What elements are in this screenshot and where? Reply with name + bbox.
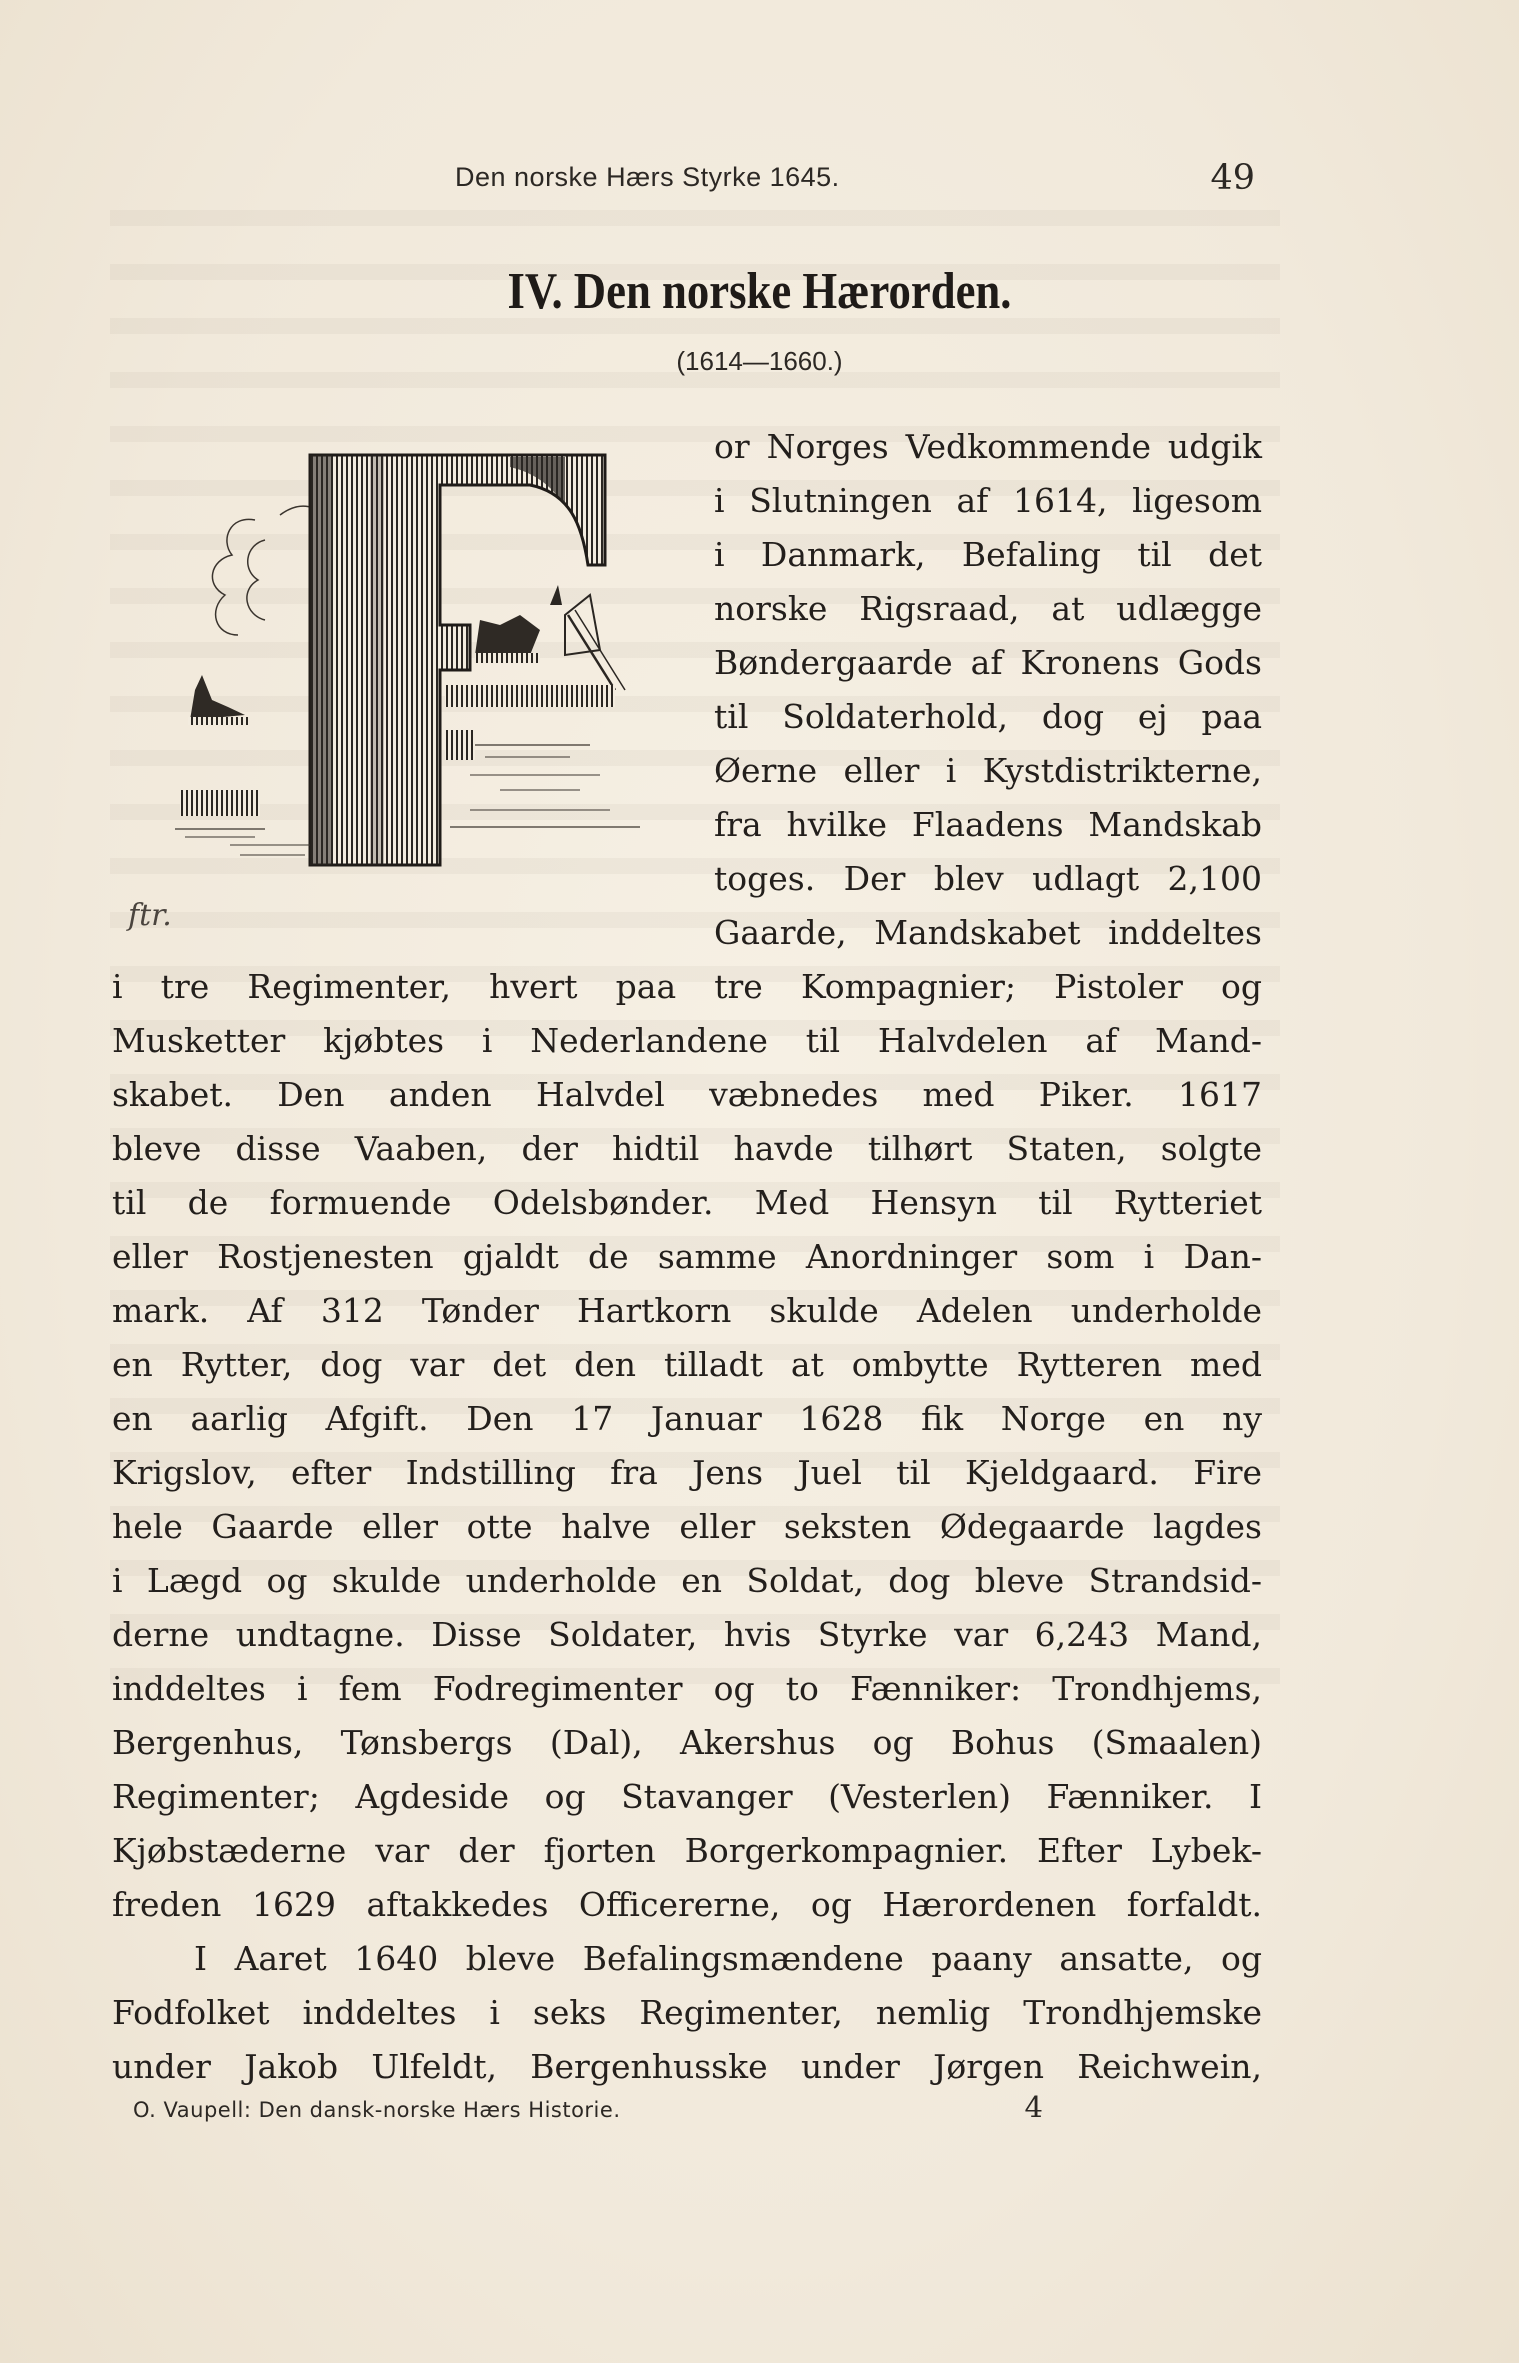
text-line: til de formuende Odelsbønder. Med Hensyn til Rytteriet xyxy=(112,1183,1262,1222)
running-header xyxy=(455,158,1255,202)
page-number: 49 xyxy=(1210,158,1255,198)
footer xyxy=(133,2090,1043,2130)
text-line: Bergenhus, Tønsbergs (Dal), Akershus og Bohus (Smaalen) xyxy=(112,1723,1262,1762)
text-line: til Soldaterhold, dog ej paa xyxy=(714,697,1262,736)
text-line: freden 1629 aftakkedes Officererne, og Hærordenen forfaldt. xyxy=(112,1885,1262,1924)
margin-pencil-note: ftr. xyxy=(128,898,172,933)
chapter-years: (1614—1660.) xyxy=(676,346,843,376)
signature-mark: 4 xyxy=(1024,2090,1043,2124)
text-line: derne undtagne. Disse Soldater, hvis Styrke var 6,243 Mand, xyxy=(112,1615,1262,1654)
text-line: i Lægd og skulde underholde en Soldat, dog bleve Strandsid- xyxy=(112,1561,1262,1600)
text-line: norske Rigsraad, at udlægge xyxy=(714,589,1262,628)
text-line: toges. Der blev udlagt 2,100 xyxy=(714,859,1262,898)
text-line: i Danmark, Befaling til det xyxy=(714,535,1262,574)
footer-source: O. Vaupell: Den dansk-norske Hærs Historie. xyxy=(133,2098,621,2122)
running-title: Den norske Hærs Styrke 1645. xyxy=(455,162,840,192)
text-line: or Norges Vedkommende udgik xyxy=(714,427,1262,466)
text-line: skabet. Den anden Halvdel væbnedes med Piker. 1617 xyxy=(112,1075,1262,1114)
text-line: mark. Af 312 Tønder Hartkorn skulde Adelen underholde xyxy=(112,1291,1262,1330)
text-line: Krigslov, efter Indstilling fra Jens Juel til Kjeldgaard. Fire xyxy=(112,1453,1262,1492)
text-line: Gaarde, Mandskabet inddeltes xyxy=(714,913,1262,952)
decorative-initial-f-icon xyxy=(170,445,690,885)
text-line: i Slutningen af 1614, ligesom xyxy=(714,481,1262,520)
chapter-title: IV. Den norske Hærorden. xyxy=(507,263,1012,320)
text-line: Øerne eller i Kystdistrikterne, xyxy=(714,751,1262,790)
text-line: inddeltes i fem Fodregimenter og to Fænniker: Trondhjems, xyxy=(112,1669,1262,1708)
text-line: Musketter kjøbtes i Nederlandene til Halvdelen af Mand- xyxy=(112,1021,1262,1060)
text-line: en Rytter, dog var det den tilladt at ombytte Rytteren med xyxy=(112,1345,1262,1384)
text-line: en aarlig Afgift. Den 17 Januar 1628 fik Norge en ny xyxy=(112,1399,1262,1438)
text-line: Regimenter; Agdeside og Stavanger (Vesterlen) Fænniker. I xyxy=(112,1777,1262,1816)
text-line: hele Gaarde eller otte halve eller seksten Ødegaarde lagdes xyxy=(112,1507,1262,1546)
text-line: bleve disse Vaaben, der hidtil havde tilhørt Staten, solgte xyxy=(112,1129,1262,1168)
text-line: Kjøbstæderne var der fjorten Borgerkompagnier. Efter Lybek- xyxy=(112,1831,1262,1870)
text-line: under Jakob Ulfeldt, Bergenhusske under Jørgen Reichwein, xyxy=(112,2047,1262,2086)
text-line: Bøndergaarde af Kronens Gods xyxy=(714,643,1262,682)
text-line: Fodfolket inddeltes i seks Regimenter, nemlig Trondhjemske xyxy=(112,1993,1262,2032)
paragraph-first-line: I Aaret 1640 bleve Befalingsmændene paany ansatte, og xyxy=(194,1939,1262,1978)
text-line: fra hvilke Flaadens Mandskab xyxy=(714,805,1262,844)
text-line: i tre Regimenter, hvert paa tre Kompagnier; Pistoler og xyxy=(112,967,1262,1006)
text-line: eller Rostjenesten gjaldt de samme Anordninger som i Dan- xyxy=(112,1237,1262,1276)
